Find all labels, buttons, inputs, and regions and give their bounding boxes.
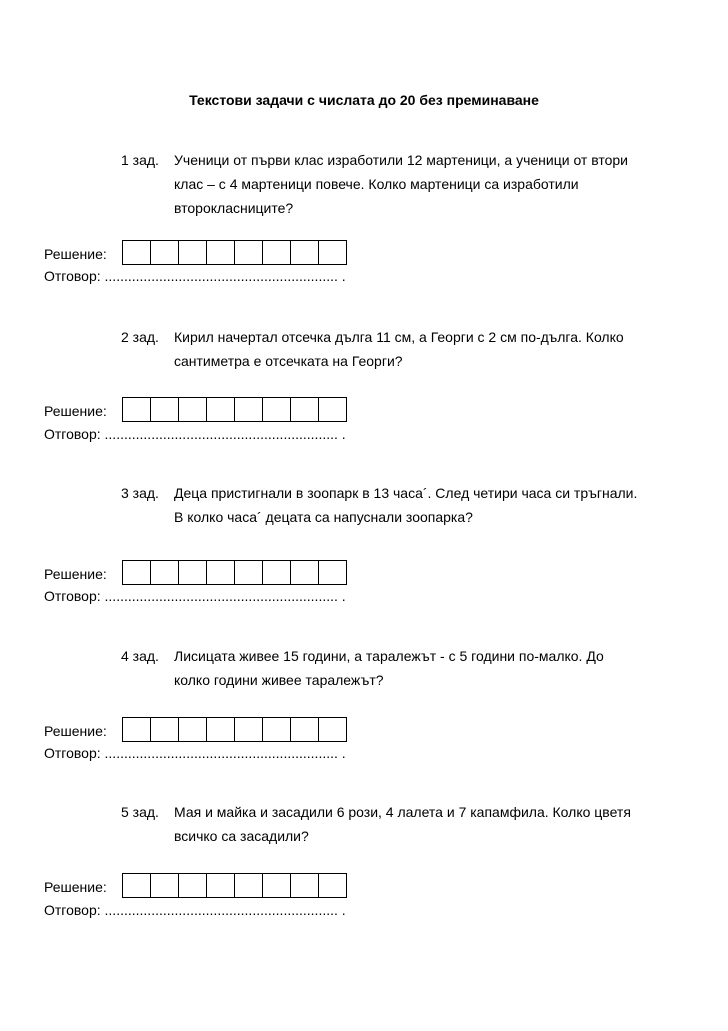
solution-box[interactable] — [123, 561, 151, 584]
page-title: Текстови задачи с числата до 20 без преминаване — [189, 92, 539, 108]
task-text: колко години живее таралежът? — [174, 672, 384, 688]
solution-box[interactable] — [291, 874, 319, 897]
solution-box[interactable] — [179, 874, 207, 897]
solution-box[interactable] — [235, 561, 263, 584]
task-text: второкласниците? — [174, 200, 294, 216]
solution-box[interactable] — [123, 718, 151, 741]
answer-line: Отговор: ............................................................ . — [44, 902, 346, 918]
solution-box[interactable] — [263, 874, 291, 897]
task-text: Деца пристигнали в зоопарк в 13 часа´. След четири часа си тръгнали. — [174, 485, 638, 501]
solution-box[interactable] — [179, 398, 207, 421]
solution-boxes — [122, 873, 347, 898]
task-line — [121, 670, 681, 694]
solution-box[interactable] — [179, 561, 207, 584]
solution-box[interactable] — [263, 718, 291, 741]
solution-box[interactable] — [319, 241, 347, 264]
task-line — [121, 327, 681, 351]
solution-box[interactable] — [123, 398, 151, 421]
solution-box[interactable] — [151, 561, 179, 584]
task-line — [121, 351, 681, 375]
answer-line: Отговор: ............................................................ . — [44, 745, 346, 761]
answer-line: Отговор: ............................................................ . — [44, 268, 346, 284]
task-line — [121, 174, 681, 198]
solution-box[interactable] — [263, 398, 291, 421]
solution-box[interactable] — [151, 241, 179, 264]
solution-box[interactable] — [235, 718, 263, 741]
task-4 — [121, 646, 681, 694]
solution-boxes — [122, 397, 347, 422]
solution-box[interactable] — [207, 874, 235, 897]
solution-box[interactable] — [291, 718, 319, 741]
task-line — [121, 150, 681, 174]
task-text: сантиметра е отсечката на Георги? — [174, 353, 403, 369]
solution-box[interactable] — [179, 241, 207, 264]
solution-box[interactable] — [151, 398, 179, 421]
task-text: Ученици от първи клас изработили 12 мартеници, а ученици от втори — [174, 152, 629, 168]
solution-box[interactable] — [179, 718, 207, 741]
solution-box[interactable] — [263, 561, 291, 584]
task-5 — [121, 802, 681, 850]
solution-box[interactable] — [263, 241, 291, 264]
solution-box[interactable] — [235, 398, 263, 421]
task-line — [121, 802, 681, 826]
solution-box[interactable] — [319, 718, 347, 741]
task-text: клас – с 4 мартеници повече. Колко мартеници са изработили — [174, 176, 579, 192]
task-1 — [121, 150, 681, 222]
task-text: Мая и майка и засадили 6 рози, 4 лалета и 7 капамфила. Колко цветя — [174, 804, 631, 820]
solution-box[interactable] — [207, 718, 235, 741]
solution-box[interactable] — [123, 874, 151, 897]
solution-label: Решение: — [44, 879, 107, 895]
task-text: всичко са засадили? — [174, 828, 309, 844]
task-text: Лисицата живее 15 години, а таралежът - с 5 години по-малко. До — [174, 648, 604, 664]
solution-boxes — [122, 240, 347, 265]
solution-box[interactable] — [207, 241, 235, 264]
solution-box[interactable] — [319, 398, 347, 421]
solution-label: Решение: — [44, 566, 107, 582]
task-line — [121, 198, 681, 222]
solution-label: Решение: — [44, 246, 107, 262]
solution-box[interactable] — [291, 241, 319, 264]
solution-boxes — [122, 717, 347, 742]
solution-box[interactable] — [291, 561, 319, 584]
task-line — [121, 646, 681, 670]
task-line — [121, 483, 681, 507]
task-number: 1 зад. — [121, 152, 159, 168]
solution-label: Решение: — [44, 723, 107, 739]
task-2 — [121, 327, 681, 375]
task-text: Кирил начертал отсечка дълга 11 см, а Георги с 2 см по-дълга. Колко — [174, 329, 624, 345]
task-number: 3 зад. — [121, 485, 159, 501]
task-number: 2 зад. — [121, 329, 159, 345]
solution-box[interactable] — [291, 398, 319, 421]
solution-box[interactable] — [151, 718, 179, 741]
solution-boxes — [122, 560, 347, 585]
answer-line: Отговор: ............................................................ . — [44, 426, 346, 442]
task-number: 4 зад. — [121, 648, 159, 664]
answer-line: Отговор: ............................................................ . — [44, 588, 346, 604]
task-text: В колко часа´ децата са напуснали зоопарка? — [174, 509, 473, 525]
solution-box[interactable] — [235, 241, 263, 264]
task-line — [121, 507, 681, 531]
solution-box[interactable] — [319, 874, 347, 897]
task-3 — [121, 483, 681, 531]
solution-box[interactable] — [319, 561, 347, 584]
task-number: 5 зад. — [121, 804, 159, 820]
solution-box[interactable] — [235, 874, 263, 897]
task-line — [121, 826, 681, 850]
solution-box[interactable] — [151, 874, 179, 897]
solution-box[interactable] — [207, 561, 235, 584]
solution-label: Решение: — [44, 403, 107, 419]
solution-box[interactable] — [123, 241, 151, 264]
solution-box[interactable] — [207, 398, 235, 421]
